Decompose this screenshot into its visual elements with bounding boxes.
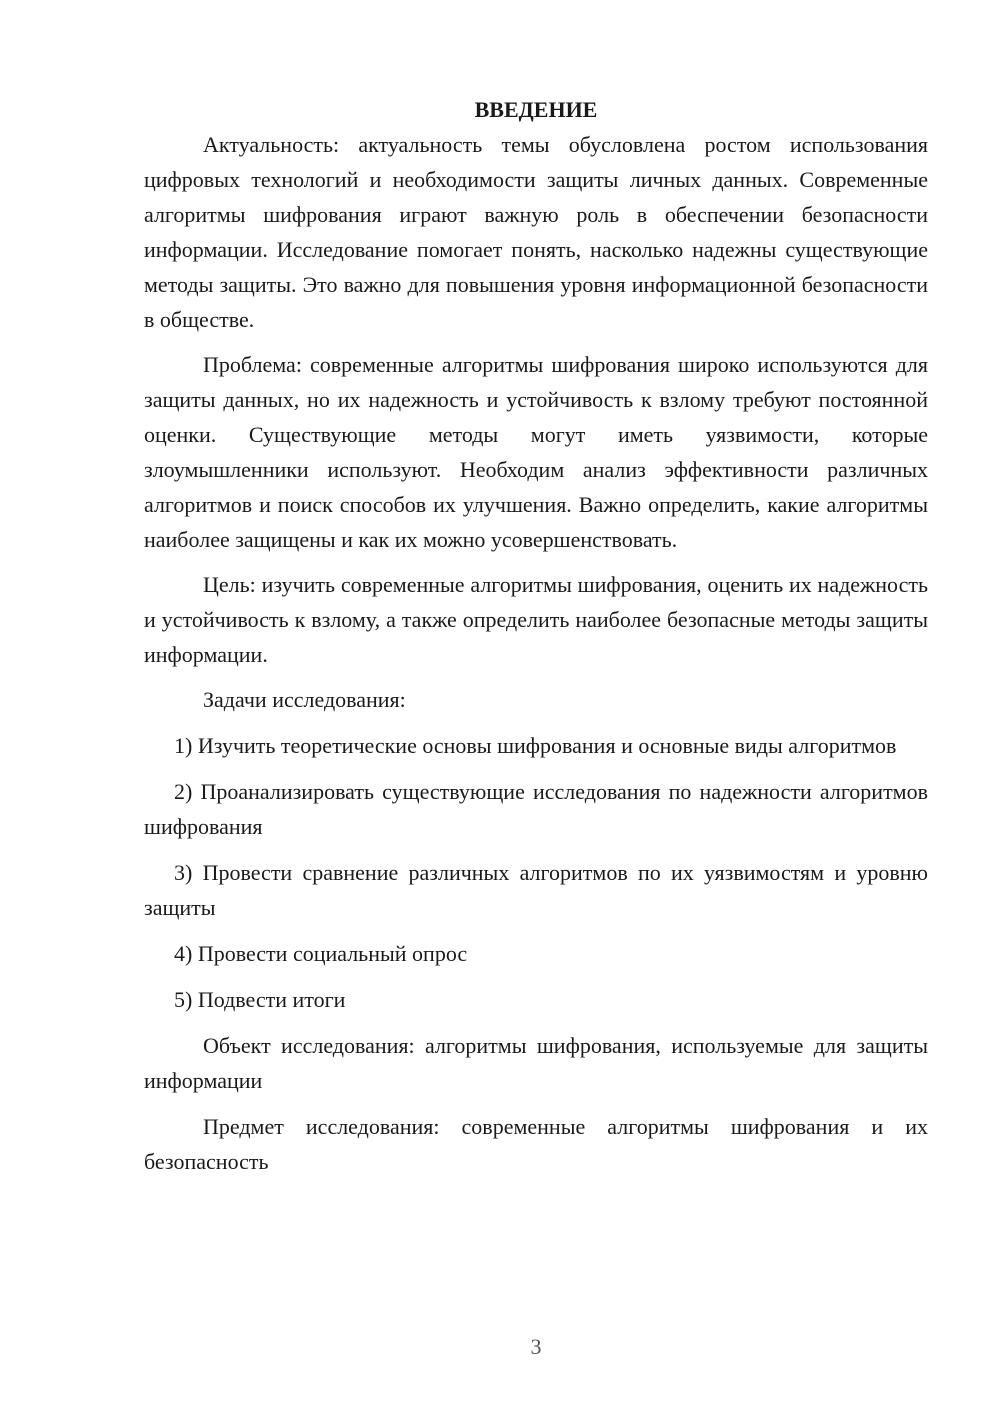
page-number: 3: [530, 1334, 542, 1359]
task-item-4: 4) Провести социальный опрос: [174, 941, 468, 966]
section-title: ВВЕДЕНИЕ: [474, 97, 598, 122]
document-body: [144, 92, 928, 1179]
task-item-3: 3) Провести сравнение различных алгоритмов по их уязвимостям и уровню защиты: [144, 860, 928, 920]
task-item-2: 2) Проанализировать существующие исследования по надежности алгоритмов шифрования: [144, 779, 928, 839]
paragraph-relevance: Актуальность: актуальность темы обусловлена ростом использования цифровых технологий и необходимости защиты личных данных. Современные алгоритмы шифрования играют важную роль в обеспечении безопасности информации. Исследование помогает понять, насколько надежны существующие методы защиты. Это важно для повышения уровня информационной безопасности в обществе.: [144, 132, 928, 332]
task-item-5: 5) Подвести итоги: [174, 987, 346, 1012]
paragraph-subject: Предмет исследования: современные алгоритмы шифрования и их безопасность: [144, 1114, 928, 1174]
paragraph-object: Объект исследования: алгоритмы шифрования, используемые для защиты информации: [144, 1033, 928, 1093]
paragraph-goal: Цель: изучить современные алгоритмы шифрования, оценить их надежность и устойчивость к взлому, а также определить наиболее безопасные методы защиты информации.: [144, 572, 928, 667]
paragraph-problem: Проблема: современные алгоритмы шифрования широко используются для защиты данных, но их надежность и устойчивость к взлому требуют постоянной оценки. Существующие методы могут иметь уязвимости, которые злоумышленники используют. Необходим анализ эффективности различных алгоритмов и поиск способов их улучшения. Важно определить, какие алгоритмы наиболее защищены и как их можно усовершенствовать.: [144, 352, 928, 552]
task-item-1: 1) Изучить теоретические основы шифрования и основные виды алгоритмов: [174, 733, 897, 758]
paragraph-tasks-heading: Задачи исследования:: [203, 687, 406, 712]
